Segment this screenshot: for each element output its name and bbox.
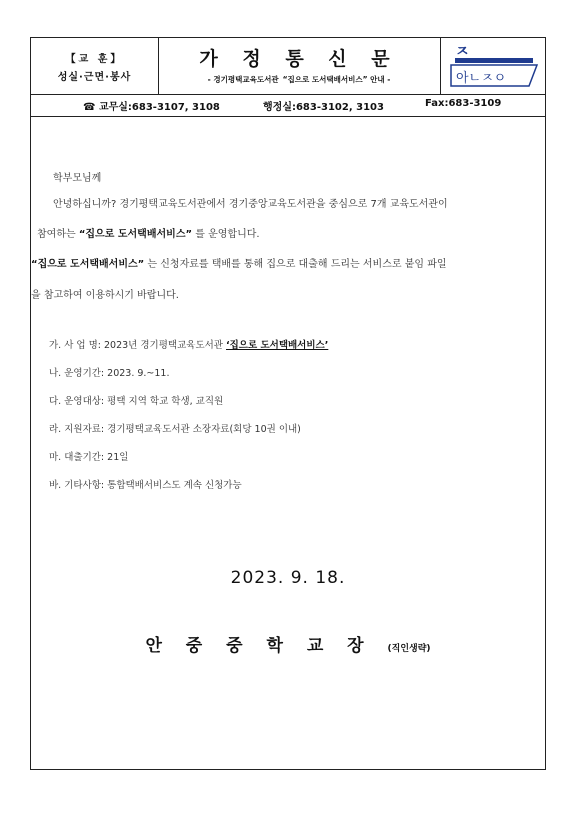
subtitle-quote: “집으로 도서택배서비스” 안내 - [282, 75, 391, 84]
page-title: 가 정 통 신 문 [199, 48, 399, 70]
school-logo [440, 38, 546, 94]
greeting: 학부모님께 [53, 173, 102, 184]
logo-mark: ㅈ [455, 42, 470, 60]
para1-text-a: 참여하는 [37, 229, 76, 240]
detail-item-1-text: 가. 사 업 명: 2023년 경기평택교육도서관 [49, 340, 223, 351]
signature-text: 안 중 중 학 교 장 [145, 636, 373, 656]
paragraph-1-line-1: 안녕하십니까? 경기평택교육도서관에서 경기중앙교육도서관을 중심으로 7개 교육도서관이 [53, 199, 448, 210]
letter-header [31, 38, 545, 95]
paragraph-2-line-2: 을 참고하여 이용하시기 바랍니다. [31, 290, 179, 301]
detail-item-5: 마. 대출기간: 21일 [49, 452, 129, 463]
fax-number: Fax:683-3109 [425, 98, 502, 109]
detail-item-3: 다. 운영대상: 평택 지역 학교 학생, 교직원 [49, 396, 224, 407]
issue-date: 2023. 9. 18. [230, 568, 346, 588]
para2-text: 는 신청자료를 택배를 통해 집으로 대출해 드리는 서비스로 붙임 파일 [147, 259, 447, 270]
detail-item-2: 나. 운영기간: 2023. 9.~11. [49, 368, 170, 379]
teachers-office: ☎ 교무실:683-3107, 3108 [83, 102, 220, 113]
detail-item-4: 라. 지원자료: 경기평택교육도서관 소장자료(회당 10권 이내) [49, 424, 301, 435]
subtitle-prefix: - 경기평택교육도서관 [207, 75, 279, 84]
paragraph-1-line-2 [37, 225, 260, 240]
admin-office: 행정실:683-3102, 3103 [263, 102, 384, 113]
document-frame [30, 37, 546, 770]
contact-bar [31, 94, 545, 117]
service-name-bold: “집으로 도서택배서비스” [78, 229, 193, 240]
detail-item-6: 바. 기타사항: 통합택배서비스도 계속 신청가능 [49, 480, 242, 491]
detail-item-1-service: ‘집으로 도서택배서비스’ [226, 340, 329, 351]
principal-signature [31, 631, 545, 656]
logo-icon [441, 38, 546, 94]
motto-title: 【교 훈】 [65, 54, 124, 65]
detail-item-1 [49, 337, 328, 351]
motto-text: 성실·근면·봉사 [57, 72, 132, 83]
paragraph-2-line-1 [31, 255, 447, 270]
logo-text: 아ㄴㅈㅇ [456, 71, 507, 86]
seal-omitted-note: (직인생략) [387, 644, 431, 654]
para1-text-b: 를 운영합니다. [195, 229, 260, 240]
service-name-bold-2: “집으로 도서택배서비스” [31, 259, 145, 270]
title-box [158, 38, 440, 94]
page-subtitle [158, 74, 440, 85]
school-motto [31, 38, 159, 94]
